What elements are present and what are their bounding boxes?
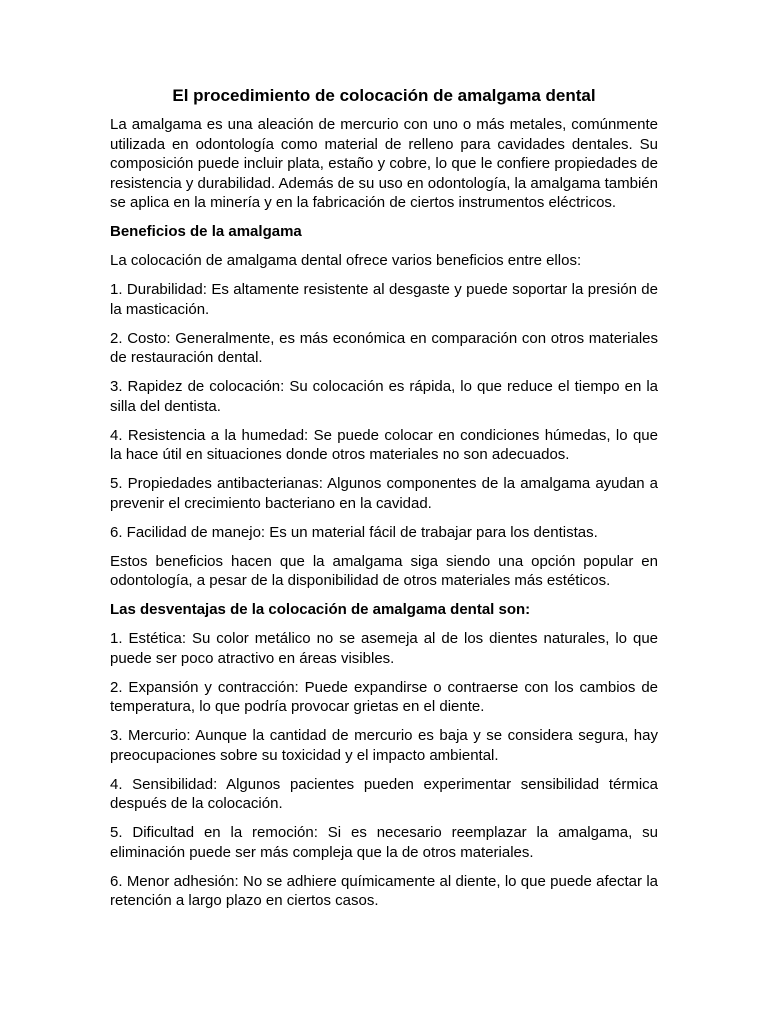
benefit-item: 4. Resistencia a la humedad: Se puede colocar en condiciones húmedas, lo que la hace útil en situaciones donde otros materiales no son adecuados. [110,426,658,463]
document-page [110,86,658,920]
benefit-item: 3. Rapidez de colocación: Su colocación es rápida, lo que reduce el tiempo en la silla del dentista. [110,378,658,415]
disadvantage-item: 3. Mercurio: Aunque la cantidad de mercurio es baja y se considera segura, hay preocupaciones sobre su toxicidad y el impacto ambiental. [110,727,658,764]
benefit-item: 1. Durabilidad: Es altamente resistente al desgaste y puede soportar la presión de la masticación. [110,281,658,318]
benefits-heading: Beneficios de la amalgama [110,223,302,240]
disadvantage-item: 6. Menor adhesión: No se adhiere químicamente al diente, lo que puede afectar la retención a largo plazo en ciertos casos. [110,872,658,909]
disadvantages-heading: Las desventajas de la colocación de amalgama dental son: [110,601,531,618]
document-title: El procedimiento de colocación de amalgama dental [172,86,596,105]
benefits-summary: Estos beneficios hacen que la amalgama siga siendo una opción popular en odontología, a pesar de la disponibilidad de otros materiales más estéticos. [110,552,658,589]
disadvantage-item: 4. Sensibilidad: Algunos pacientes pueden experimentar sensibilidad térmica después de la colocación. [110,775,658,812]
disadvantage-item: 2. Expansión y contracción: Puede expandirse o contraerse con los cambios de temperatura, lo que podría provocar grietas en el diente. [110,678,658,715]
benefits-lead: La colocación de amalgama dental ofrece varios beneficios entre ellos: [110,252,582,269]
disadvantage-item: 5. Dificultad en la remoción: Si es necesario reemplazar la amalgama, su eliminación puede ser más compleja que la de otros materiales. [110,824,658,861]
benefit-item: 5. Propiedades antibacterianas: Algunos componentes de la amalgama ayudan a prevenir el crecimiento bacteriano en la cavidad. [110,475,658,512]
disadvantage-item: 1. Estética: Su color metálico no se asemeja al de los dientes naturales, lo que puede ser poco atractivo en áreas visibles. [110,630,658,667]
benefit-item: 6. Facilidad de manejo: Es un material fácil de trabajar para los dentistas. [110,523,598,541]
intro-paragraph: La amalgama es una aleación de mercurio con uno o más metales, comúnmente utilizada en odontología como material de relleno para cavidades dentales. Su composición puede incluir plata, estaño y cobre, lo que le confiere propiedades de resistencia y durabilidad. Además de su uso en odontología, la amalgama también se aplica en la minería y en la fabricación de ciertos instrumentos eléctricos. [110,116,658,211]
benefit-item: 2. Costo: Generalmente, es más económica en comparación con otros materiales de restauración dental. [110,329,658,366]
